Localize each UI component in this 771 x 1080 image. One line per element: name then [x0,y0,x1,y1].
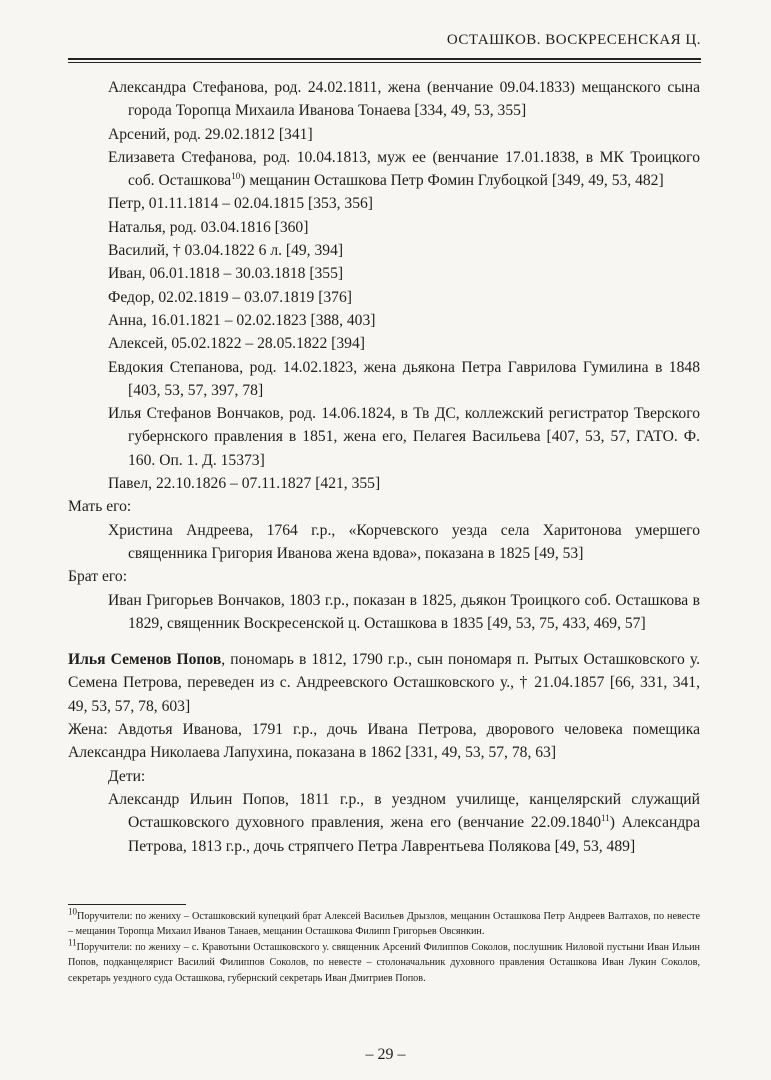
footnote-ref: 11 [601,813,610,824]
brother-label: Брат его: [68,568,128,586]
entry-text: ) мещанин Осташкова Петр Фомин Глубоцкой [349, 49, 53, 482] [240,172,664,190]
footnote-text: Поручители: по жениху – Осташковский купецкий брат Алексей Васильев Дрызлов, мещанин Осташкова Петр Андреев Валтахов, по невесте – мещанин Торопца Михаил Иванов Танаев, мещанин Осташкова Филипп Григорьев Овсянкин. [68,911,700,938]
children-label: Дети: [108,767,146,785]
child-entry: Петр, 01.11.1814 – 02.04.1815 [353, 356] [108,195,374,213]
child-entry: Павел, 22.10.1826 – 07.11.1827 [421, 355] [108,475,381,493]
child-entry: Иван, 06.01.1818 – 30.03.1818 [355] [108,265,344,283]
footnote-number: 11 [68,937,77,948]
child-entry: Федор, 02.02.1819 – 03.07.1819 [376] [108,288,352,306]
person-text: , пономарь в 1812, 1790 г.р., сын пономаря п. Рытых Осташковского у. Семена Петрова, переведен из с. Андреевского Осташковского у., † 21.04.1857 [66, 331, 341, 49, 53, 57, 78, 603] [68,651,700,715]
child-entry: Алексей, 05.02.1822 – 28.05.1822 [394] [108,335,365,353]
running-header: ОСТАШКОВ. ВОСКРЕСЕНСКАЯ Ц. [446,32,701,48]
entry-text: Елизавета Стефанова, род. 10.04.1813, муж ее (венчание 17.01.1838, в МК Троицкого соб. Осташкова [108,148,700,190]
child-entry: Арсений, род. 29.02.1812 [341] [108,125,313,143]
brother-entry: Иван Григорьев Вончаков, 1803 г.р., показан в 1825, дьякон Троицкого соб. Осташкова в 1829, священник Воскресенской ц. Осташкова в 1835 [49, 53, 75, 433, 469, 57] [108,591,700,632]
page-number: – 29 – [365,1046,406,1063]
child-entry [68,788,700,858]
child-entry: Василий, † 03.04.1822 6 л. [49, 394] [108,242,344,260]
child-entry: Евдокия Степанова, род. 14.02.1823, жена дьякона Петра Гаврилова Гумилина в 1848 [403, 53, 57, 397, 78] [108,358,700,399]
child-entry: Анна, 16.01.1821 – 02.02.1823 [388, 403] [108,311,376,329]
person-entry [68,648,700,718]
header-rule-thick [68,58,701,60]
footnote [68,906,700,940]
child-entry: Илья Стефанов Вончаков, род. 14.06.1824, в Тв ДС, коллежский регистратор Тверского губернского правления в 1851, жена его, Пелагея Васильева [407, 53, 57, ГАТО. Ф. 160. Оп. 1. Д. 15373] [108,405,700,469]
child-entry: Наталья, род. 03.04.1816 [360] [108,218,309,236]
mother-entry: Христина Андреева, 1764 г.р., «Корчевского уезда села Харитонова умершего священника Григория Иванова жена вдова», показана в 1825 [49, 53] [108,521,700,562]
person-name: Илья Семенов Попов [68,651,222,669]
entry-text: ) Александра Петрова, 1813 г.р., дочь стряпчего Петра Лаврентьева Полякова [49, 53, 489] [128,814,700,855]
header-rule-thin [68,62,701,63]
child-entry: Александра Стефанова, род. 24.02.1811, жена (венчание 09.04.1833) мещанского сына города Торопца Михаила Иванова Тонаева [334, 49, 53, 355] [108,79,700,120]
child-entry [68,146,700,193]
footnotes [68,904,700,986]
entry-text: Александр Ильин Попов, 1811 г.р., в уездном училище, канцелярский служащий Осташковского духовного правления, жена его (венчание 22.09.1840 [108,790,700,832]
footnote-text: Поручители: по жениху – с. Кравотыни Осташковского у. священник Арсений Филиппов Соколов, послушник Ниловой пустыни Иван Ильин Попов, подканцелярист Василий Филиппов Соколов, по невесте – столоначальник духовного правления Осташкова Иван Лукин Соколов, секретарь уездного суда Осташкова, губернский секретарь Иван Дмитриев Попов. [68,941,700,984]
footnote-rule [68,904,186,905]
footnote [68,937,700,986]
main-text [68,76,700,858]
wife-entry: Жена: Авдотья Иванова, 1791 г.р., дочь Ивана Петрова, дворового человека помещика Александра Николаева Лапухина, показана в 1862 [331, 49, 53, 57, 78, 63] [68,721,700,762]
footnote-number: 10 [68,906,77,917]
mother-label: Мать его: [68,498,132,516]
footnote-ref: 10 [231,171,241,181]
